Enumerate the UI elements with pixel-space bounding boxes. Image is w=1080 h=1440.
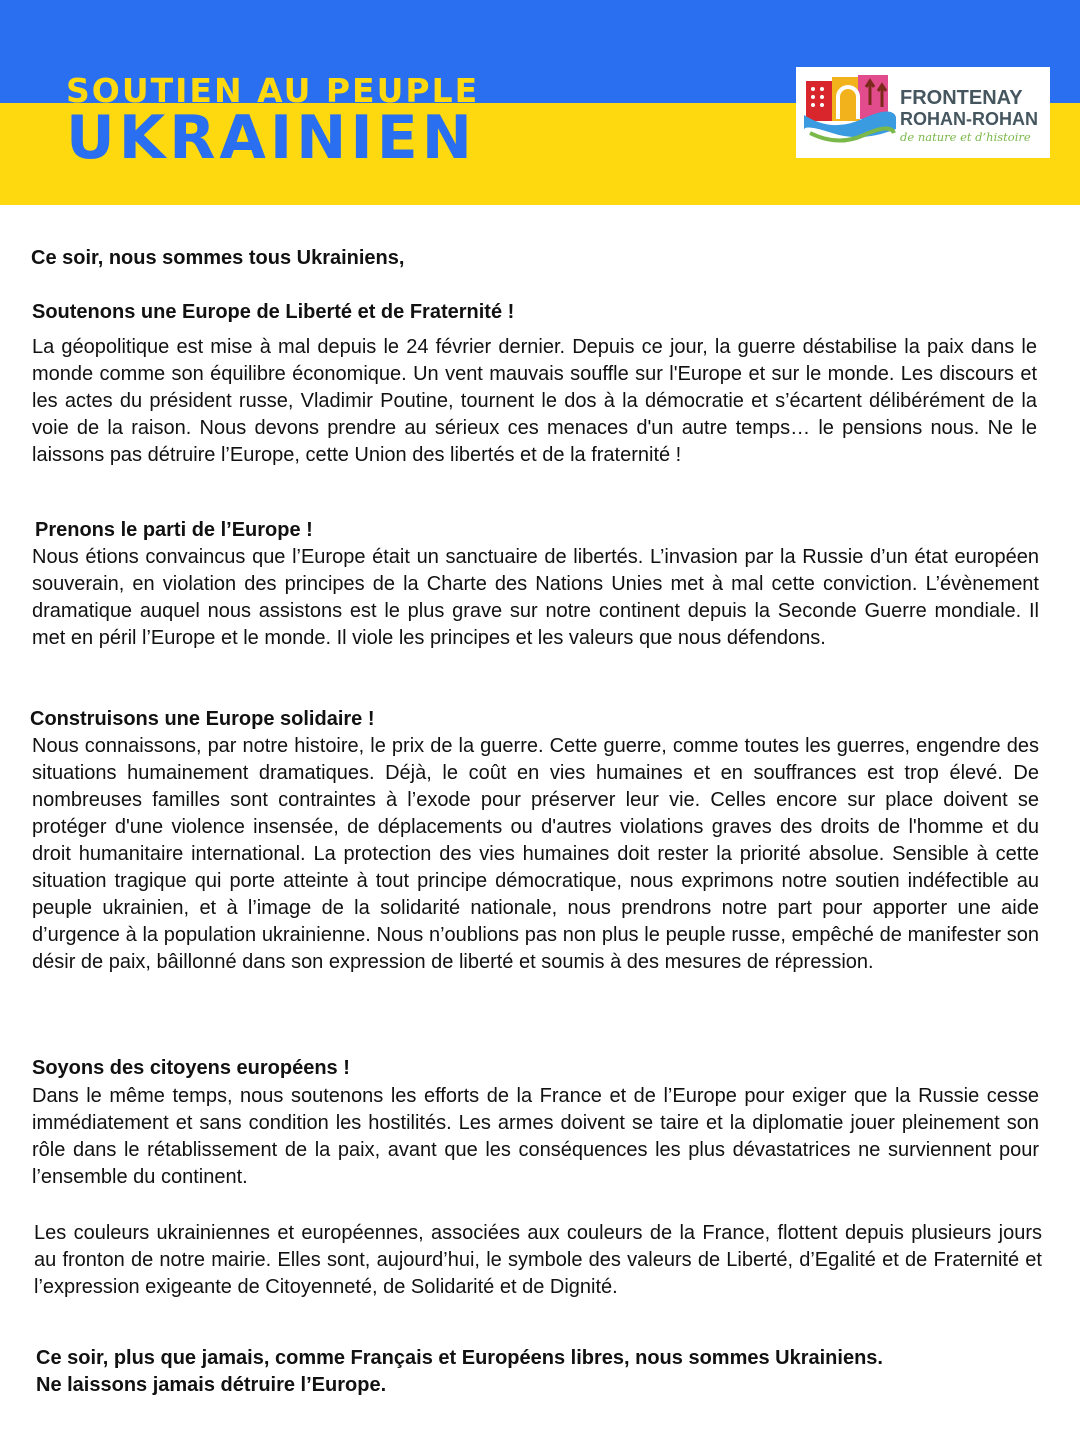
intro-line: Ce soir, nous sommes tous Ukrainiens, xyxy=(31,247,405,269)
closing-line1: Ce soir, plus que jamais, comme Français et Européens libres, nous sommes Ukrainiens. xyxy=(36,1347,883,1369)
logo-title-line1: FRONTENAY xyxy=(900,87,1023,109)
town-logo xyxy=(796,67,1050,158)
section-text-solidaire: Nous connaissons, par notre histoire, le prix de la guerre. Cette guerre, comme toutes les guerres, engendre des situations humainement dramatiques. Déjà, le coût en vies humaines et en souffrances est trop élevé. De nombreuses familles sont contraintes à l’exode pour préserver leur vie. Celles encore sur place doivent se protéger d'une violence insensée, de déplacements ou d'autres violations graves des droits de l'homme et du droit humanitaire international. La protection des vies humaines doit rester la priorité absolue. Sensible à cette situation tragique qui porte atteinte à tout principe démocratique, nous exprimons notre soutien indéfectible au peuple ukrainien, et à l’image de la solidarité nationale, nous prendrons notre part pour apporter une aide d’urgence à la population ukrainienne. Nous n’oublions pas non plus le peuple russe, empêché de manifester son désir de paix, bâillonné dans son expression de liberté et soumis à des mesures de répression. xyxy=(32,735,1039,973)
section-heading-liberte: Soutenons une Europe de Liberté et de Fraternité ! xyxy=(32,301,515,323)
header-banner xyxy=(0,0,1080,205)
town-emblem-icon xyxy=(802,75,896,151)
section-heading-parti: Prenons le parti de l’Europe ! xyxy=(35,519,313,541)
colors-paragraph: Les couleurs ukrainiennes et européennes, associées aux couleurs de la France, flottent depuis plusieurs jours au fronton de notre mairie. Elles sont, aujourd’hui, le symbole des valeurs de Liberté, d’Egalité et de Fraternité et l’expression exigeante de Citoyenneté, de Solidarité et de Dignité. xyxy=(34,1222,1042,1298)
banner-title-line1: SOUTIEN AU PEUPLE xyxy=(66,71,480,110)
section-heading-solidaire: Construisons une Europe solidaire ! xyxy=(30,708,375,730)
section-text-citoyens: Dans le même temps, nous soutenons les efforts de la France et de l’Europe pour exiger que la Russie cesse immédiatement et sans condition les hostilités. Les armes doivent se taire et la diplomatie jouer pleinement son rôle dans le rétablissement de la paix, avant que les conséquences les plus dévastatrices ne surviennent pour l’ensemble du continent. xyxy=(32,1085,1039,1188)
section-text-parti: Nous étions convaincus que l’Europe était un sanctuaire de libertés. L’invasion par la Russie d’un état européen souverain, en violation des principes de la Charte des Nations Unies met à mal cette conviction. L’évènement dramatique auquel nous assistons est le plus grave sur notre continent depuis la Seconde Guerre mondiale. Il met en péril l’Europe et le monde. Il viole les principes et les valeurs que nous défendons. xyxy=(32,546,1039,649)
logo-tagline: de nature et d’histoire xyxy=(900,130,1031,144)
banner-title-line2: UKRAINIEN xyxy=(66,103,476,173)
closing-line2: Ne laissons jamais détruire l’Europe. xyxy=(36,1374,387,1396)
closing-statement xyxy=(36,1345,883,1399)
section-heading-citoyens: Soyons des citoyens européens ! xyxy=(32,1057,350,1079)
section-text-liberte: La géopolitique est mise à mal depuis le 24 février dernier. Depuis ce jour, la guerre déstabilise la paix dans le monde comme son équilibre économique. Un vent mauvais souffle sur l'Europe et sur le monde. Les discours et les actes du président russe, Vladimir Poutine, tournent le dos à la démocratie et s’écartent délibérément de la voie de la raison. Nous devons prendre au sérieux ces menaces d'un autre temps… le pensions nous. Ne le laissons pas détruire l’Europe, cette Union des libertés et de la fraternité ! xyxy=(32,336,1037,466)
logo-title-line2: ROHAN-ROHAN xyxy=(900,109,1038,129)
